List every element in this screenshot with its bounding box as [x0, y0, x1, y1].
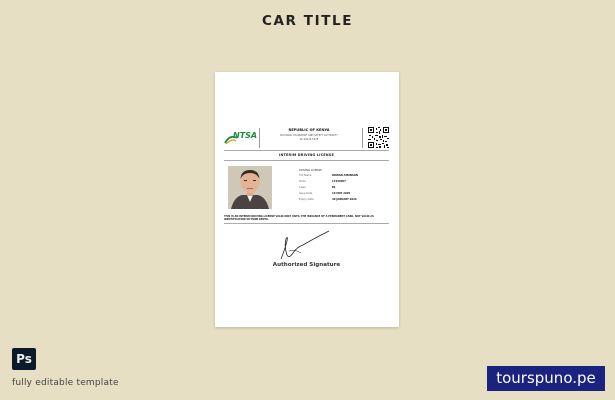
portrait-image — [228, 166, 272, 209]
document-header — [224, 127, 389, 149]
divider-line — [224, 150, 389, 151]
ntsa-logo — [224, 131, 256, 145]
field-label: ID No. — [299, 179, 307, 183]
field-label: Issue Date — [299, 191, 313, 195]
field-value: 30 JANUARY 2026 — [332, 197, 357, 201]
field-value: 17459407 — [332, 179, 346, 183]
qr-code-icon — [368, 127, 389, 148]
editable-caption: fully editable template — [12, 378, 119, 388]
field-value: ROWAN ATKINSON — [332, 174, 359, 177]
header-divider — [362, 128, 363, 148]
logo-text: NTSA — [233, 131, 258, 140]
header-title: REPUBLIC OF KENYA — [288, 128, 330, 132]
license-photo — [228, 166, 272, 209]
signature-label: Authorized Signature — [272, 262, 341, 268]
field-row — [299, 198, 379, 204]
field-label: Full Name — [299, 174, 312, 177]
header-sub-line: NATIONAL TRANSPORT AND SAFETY AUTHORITY — [280, 134, 338, 137]
field-value: B1 — [332, 185, 336, 189]
signature-image — [279, 229, 337, 263]
fields-heading: DRIVING LICENSE — [299, 169, 322, 172]
page-title: CAR TITLE — [261, 13, 354, 29]
document-preview — [215, 72, 399, 327]
header-divider — [259, 128, 260, 148]
field-value: 10 MAY 2025 — [332, 191, 351, 195]
section-title: INTERIM DRIVING LICENSE — [279, 153, 334, 157]
brand-badge: tourspuno.pe — [487, 366, 605, 391]
divider-line — [224, 160, 389, 161]
divider-line — [224, 223, 389, 224]
header-sub-line: DL-00234-5678 — [299, 138, 319, 141]
license-fields — [299, 169, 379, 203]
field-label: Class — [299, 185, 306, 189]
license-notice: THIS IS AN INTERIM DRIVING LICENSE VALID ONLY UNTIL THE ISSUANCE OF A PERMANENT CARD. NOT VALID AS IDENTIFICATION OUTSIDE KENYA. — [224, 215, 374, 222]
field-label: Expiry Date — [299, 197, 314, 201]
photoshop-icon: Ps — [12, 348, 36, 370]
